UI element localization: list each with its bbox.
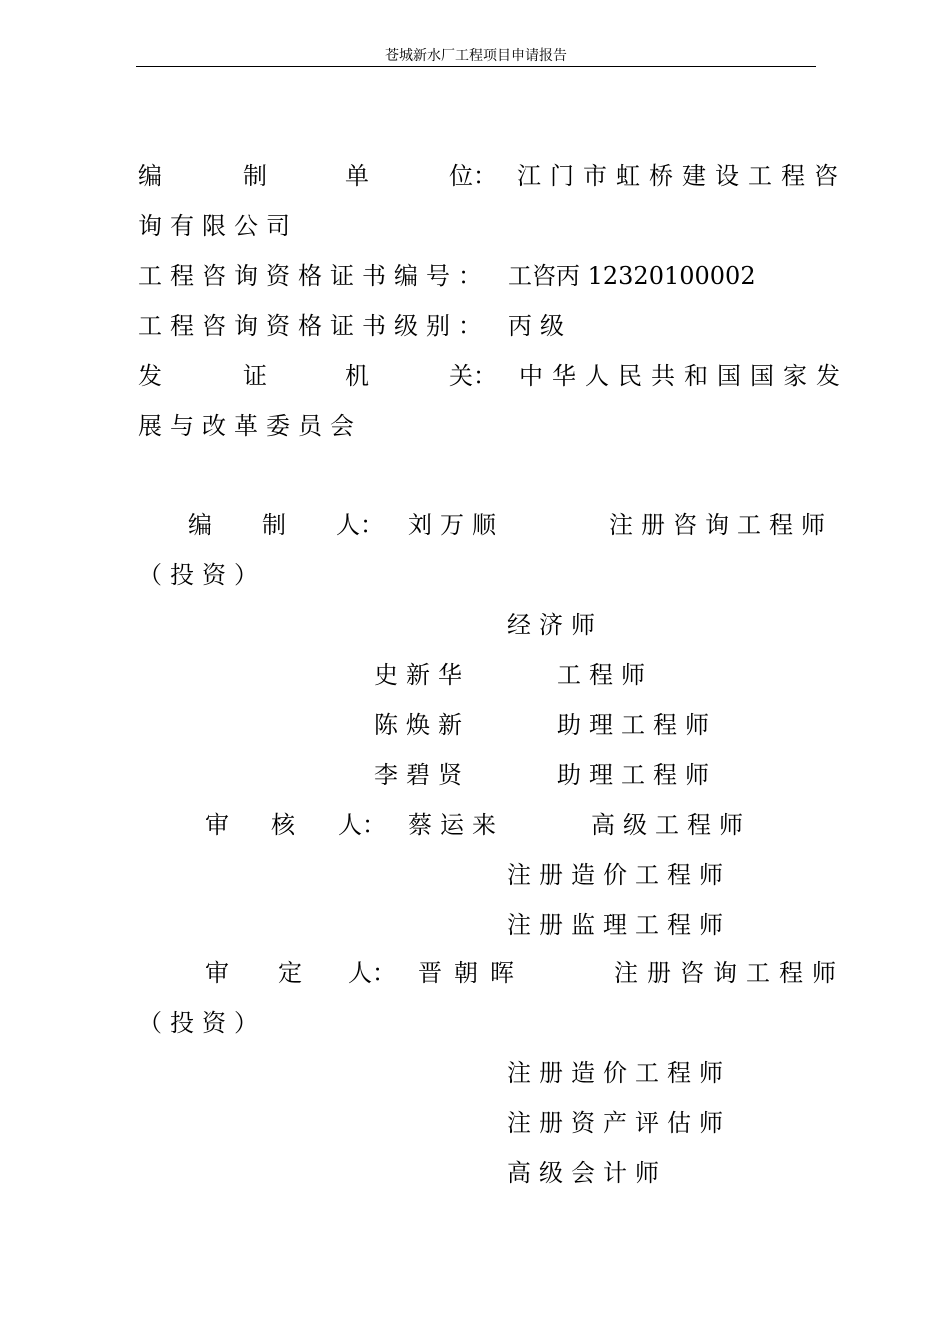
approver-label-char-3: 人： — [348, 959, 396, 987]
approver-label-char-1: 审 — [205, 959, 229, 987]
approver-title-3: 注册资产评估师 — [507, 1109, 731, 1137]
reviewer-title-2: 注册造价工程师 — [507, 861, 731, 889]
unit-value-cont: 询有限公司 — [138, 212, 298, 240]
cert-no-label: 工程咨询资格证书编号： — [138, 262, 490, 290]
staff-1-title: 工程师 — [557, 661, 653, 689]
compiler-title-1-cont: （投资） — [138, 561, 266, 589]
staff-3-name: 李碧贤 — [374, 761, 470, 789]
reviewer-title-3: 注册监理工程师 — [507, 911, 731, 939]
issuer-label-char-4: 关： — [449, 362, 497, 390]
compiler-label-char-3: 人： — [336, 511, 384, 539]
issuer-label-char-3: 机 — [345, 362, 369, 390]
unit-label-char-2: 制 — [243, 162, 267, 190]
approver-title-2: 注册造价工程师 — [507, 1059, 731, 1087]
staff-2-title: 助理工程师 — [557, 711, 717, 739]
reviewer-label-char-1: 审 — [205, 811, 229, 839]
compiler-label-char-1: 编 — [188, 511, 212, 539]
cert-no-value: 工咨丙 12320100002 — [508, 262, 756, 290]
issuer-value-cont: 展与改革委员会 — [138, 412, 362, 440]
reviewer-title-1: 高级工程师 — [591, 811, 751, 839]
unit-value: 江门市虹桥建设工程咨 — [517, 162, 847, 190]
running-header: 苍城新水厂工程项目申请报告 — [136, 46, 816, 67]
compiler-name: 刘万顺 — [408, 511, 504, 539]
unit-label-char-3: 单 — [345, 162, 369, 190]
reviewer-label-char-3: 人： — [338, 811, 386, 839]
unit-label-char-4: 位： — [449, 162, 497, 190]
staff-1-name: 史新华 — [374, 661, 470, 689]
compiler-label-char-2: 制 — [262, 511, 286, 539]
approver-title-4: 高级会计师 — [507, 1159, 667, 1187]
staff-3-title: 助理工程师 — [557, 761, 717, 789]
approver-title-1: 注册咨询工程师 — [614, 959, 845, 987]
approver-name: 晋朝晖 — [418, 959, 526, 987]
issuer-value: 中华人民共和国国家发 — [519, 362, 849, 390]
approver-title-1-cont: （投资） — [138, 1009, 266, 1037]
compiler-title-2: 经济师 — [507, 611, 603, 639]
approver-label-char-2: 定 — [278, 959, 302, 987]
reviewer-label-char-2: 核 — [271, 811, 295, 839]
issuer-label-char-1: 发 — [138, 362, 162, 390]
cert-grade-value: 丙级 — [508, 312, 572, 340]
issuer-label-char-2: 证 — [243, 362, 267, 390]
reviewer-name: 蔡运来 — [408, 811, 504, 839]
unit-label-char-1: 编 — [138, 162, 162, 190]
cert-grade-label: 工程咨询资格证书级别： — [138, 312, 490, 340]
staff-2-name: 陈焕新 — [374, 711, 470, 739]
compiler-title-1: 注册咨询工程师 — [609, 511, 833, 539]
